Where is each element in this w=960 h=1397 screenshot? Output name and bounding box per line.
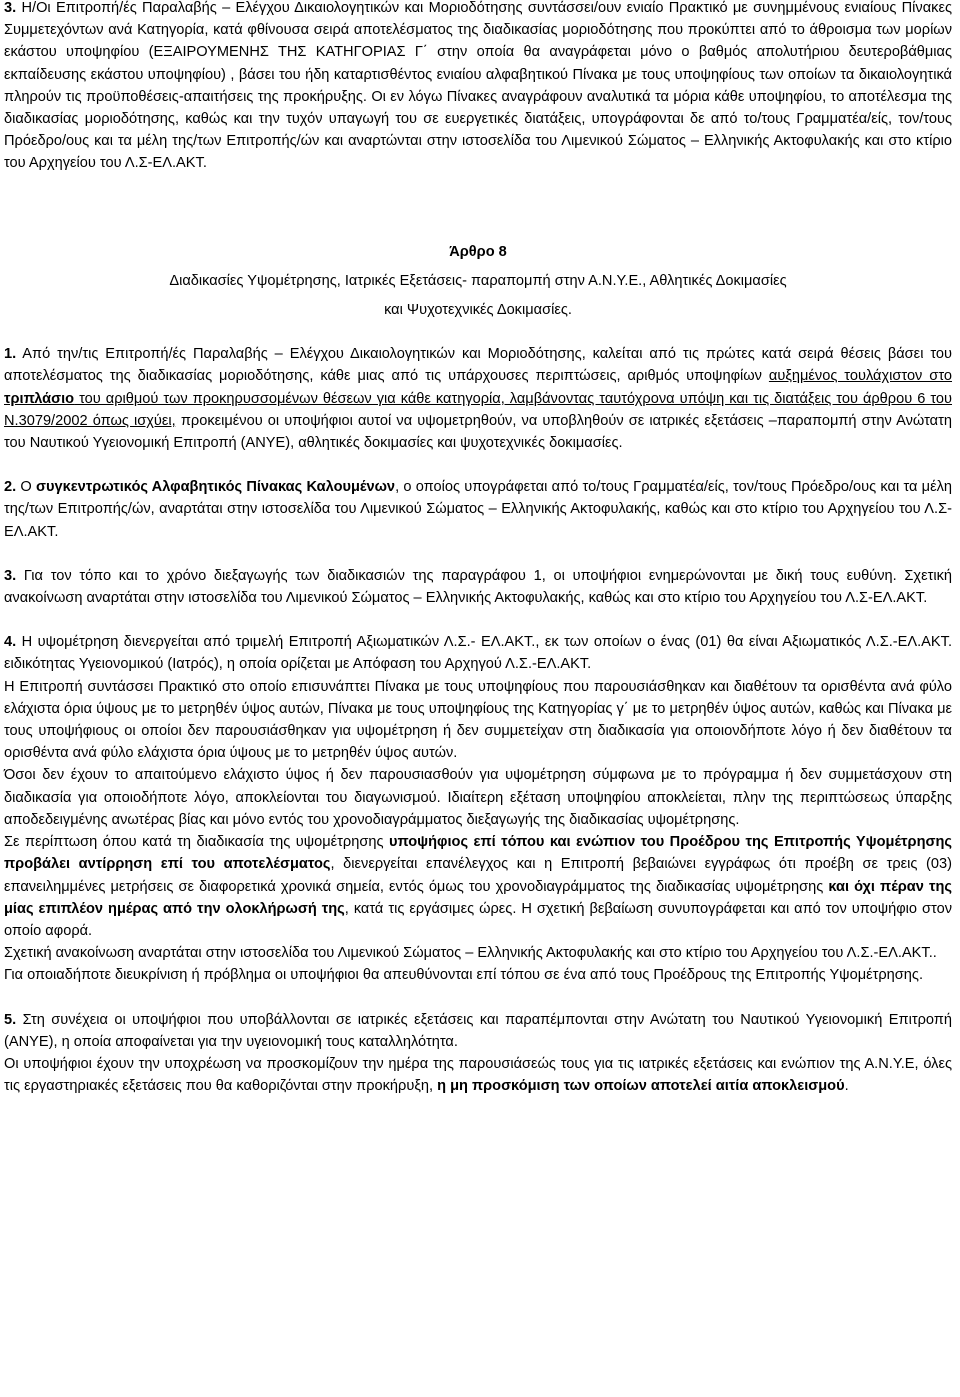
section-text: Ο	[16, 479, 36, 496]
bold-text: η μη προσκόμιση των οποίων αποτελεί αιτία αποκλεισμού	[437, 1078, 845, 1095]
paragraph-text: Η/Οι Επιτροπή/ές Παραλαβής – Ελέγχου Δικαιολογητικών και Μοριοδότησης συντάσσει/ουν ενιαίο Πρακτικό με συνημμένους ενιαίους Πίνακες Συμμετεχόντων ανά Κατηγορία, κατά φθίνουσα σειρά αποτελέσματος της διαδικασίας μοριοδότησης που προκύπτει από το άθροισμα των μορίων εκάστου υποψηφίου (ΕΞΑΙΡΟΥΜΕΝΗΣ ΤΗΣ ΚΑΤΗΓΟΡΙΑΣ Γ΄ στην οποία θα αναγράφεται μόνο ο βαθμός απολυτήριου δευτεροβάθμιας εκπαίδευσης εκάστου υποψηφίου) , βάσει του ήδη καταρτισθέντος ενιαίου αλφαβητικού Πίνακα με τους υποψηφίους των οποίων τα δικαιολογητικά πληρούν τις προϋποθέσεις-απαιτήσεις της προκήρυξης. Οι εν λόγω Πίνακες αναγράφουν αναλυτικά τα μόρια κάθε υποψηφίου, το αποτέλεσμα της διαδικασίας μοριοδότησης, καθώς και την τυχόν υπαγωγή του σε ευεργετικές διατάξεις, υπογράφονται δε από το/τους Γραμματέα/είς, τον/τους Πρόεδρο/ους και τα μέλη της/των Επιτροπής/ών και αναρτώνται στην ιστοσελίδα του Λιμενικού Σώματος – Ελληνικής Ακτοφυλακής και στο κτίριο του Αρχηγείου του Λ.Σ-ΕΛ.ΑΚΤ.	[4, 0, 952, 172]
underlined-text-part: του αριθμού των προκηρυσσομένων θέσεων για κάθε κατηγορία, λαμβάνοντας ταυτόχρονα υπόψη και τις διατάξεις του άρθρου 6 του Ν.3079/2002 όπως ισχύει,	[4, 390, 952, 429]
document-page	[4, 0, 952, 1097]
section-1	[4, 343, 952, 454]
section-number: 1.	[4, 346, 17, 363]
section-text: Στη συνέχεια οι υποψήφιοι που υποβάλλονται σε ιατρικές εξετάσεις και παραπέμπονται στην Ανώτατη του Ναυτικού Υγειονομική Επιτροπή (ΑΝΥΕ), η οποία αποφαίνεται για την υγειονομική τους καταλληλότητα.	[4, 1011, 952, 1050]
article-subtitle-line-1: Διαδικασίες Υψομέτρησης, Ιατρικές Εξετάσεις- παραπομπή στην Α.Ν.Υ.Ε., Αθλητικές Δοκιμασίες	[169, 272, 787, 289]
section-2	[4, 476, 952, 543]
section-text: Για τον τόπο και το χρόνο διεξαγωγής των διαδικασιών της παραγράφου 1, οι υποψήφιοι ενημερώνονται με δική τους ευθύνη. Σχετική ανακοίνωση αναρτάται στην ιστοσελίδα του Λιμενικού Σώματος – Ελληνικής Ακτοφυλακής, καθώς και στο κτίριο του Αρχηγείου του Λ.Σ-ΕΛ.ΑΚΤ.	[4, 567, 952, 607]
section-5	[4, 1009, 952, 1053]
section-number: 3.	[4, 567, 17, 584]
section-number: 4.	[4, 634, 17, 651]
section-text: προκειμένου οι υποψήφιοι αυτοί να υψομετρηθούν, να υποβληθούν σε ιατρικές εξετάσεις –παραπομπή στην Ανώτατη του Ναυτικού Υγειονομική Επιτροπή (ΑΝΥΕ), αθλητικές δοκιμασίες και ψυχοτεχνικές δοκιμασίες.	[4, 412, 952, 452]
bold-text: και όχι πέραν της μίας επιπλέον ημέρας από την ολοκλήρωσή της	[4, 878, 952, 917]
section-5-paragraph-2	[4, 1053, 952, 1097]
section-number: 5.	[4, 1011, 17, 1028]
article-title: Άρθρο 8	[449, 243, 507, 260]
section-text: Οι υποψήφιοι έχουν την υποχρέωση να προσκομίζουν την ημέρα της παρουσιάσεώς τους για τις ιατρικές εξετάσεις και ενώπιον της Α.Ν.Υ.Ε, όλες τις εργαστηριακές εξετάσεις που θα καθοριζόνται στην προκήρυξη,	[4, 1055, 952, 1095]
section-text: , διενεργείται επανέλεγχος και η Επιτροπή βεβαιώνει εγγράφως ότι προέβη σε τρεις (03) επανειλημμένες μετρήσεις σε διαφορετικά χρονικά σημεία, εντός όμως του χρονοδιαγράμματος της διαδικασίας υψομέτρησης	[4, 856, 952, 895]
section-4-paragraph-4	[4, 831, 952, 942]
bold-text: συγκεντρωτικός Αλφαβητικός Πίνακας Καλουμένων	[36, 479, 396, 496]
section-4-paragraph-5: Σχετική ανακοίνωση αναρτάται στην ιστοσελίδα του Λιμενικού Σώματος – Ελληνικής Ακτοφυλακής και στο κτίριο του Αρχηγείου του Λ.Σ.-ΕΛ.ΑΚΤ..	[4, 945, 937, 962]
section-text: Σε περίπτωση όπου κατά τη διαδικασία της υψομέτρησης	[4, 834, 389, 851]
bold-text: υποψήφιος επί τόπου και ενώπιον του Προέδρου της Επιτροπής Υψομέτρησης προβάλει αντίρρηση επί του αποτελέσματος	[4, 834, 952, 873]
section-4-paragraph-6: Για οποιαδήποτε διευκρίνιση ή πρόβλημα οι υποψήφιοι θα απευθύνονται επί τόπου σε ένα από τους Προέδρους της Επιτροπής Υψομέτρησης.	[4, 967, 924, 984]
paragraph-3	[4, 0, 952, 175]
article-subtitle-line-2: και Ψυχοτεχνικές Δοκιμασίες.	[384, 302, 572, 319]
underlined-text-part: αυξημένος τουλάχιστον στο	[768, 368, 952, 385]
section-4	[4, 631, 952, 675]
section-number: 2.	[4, 479, 17, 496]
section-text: .	[844, 1078, 849, 1095]
section-text: Η υψομέτρηση διενεργείται από τριμελή Επιτροπή Αξιωματικών Λ.Σ.- ΕΛ.ΑΚΤ., εκ των οποίων ο ένας (01) θα είναι Αξιωματικός Λ.Σ.-ΕΛ.ΑΚΤ. ειδικότητας Υγειονομικού (Ιατρός), η οποία ορίζεται με Απόφαση του Αρχηγού Λ.Σ.-ΕΛ.ΑΚΤ.	[4, 634, 952, 673]
underlined-bold-text: τριπλάσιο	[4, 390, 75, 407]
section-text: Από την/τις Επιτροπή/ές Παραλαβής – Ελέγχου Δικαιολογητικών και Μοριοδότησης, καλείται από τις πρώτες κατά σειρά θέσεις βάσει του αποτελέσματος της διαδικασίας μοριοδότησης, κάθε μιας από τις υπάρχουσες περιπτώσεις, αριθμός υποψηφίων	[4, 346, 952, 385]
paragraph-number: 3.	[4, 0, 17, 16]
section-text: , ο οποίος υπογράφεται από το/τους Γραμματέα/είς, τον/τους Πρόεδρο/ους και τα μέλη της/των Επιτροπής/ών, αναρτάται στην ιστοσελίδα του Λιμενικού Σώματος – Ελληνικής Ακτοφυλακής, καθώς και στο κτίριο του Αρχηγείου του Λ.Σ-ΕΛ.ΑΚΤ.	[4, 479, 952, 540]
section-4-paragraph-3: Όσοι δεν έχουν το απαιτούμενο ελάχιστο ύψος ή δεν παρουσιασθούν για υψομέτρηση σύμφωνα με το πρόγραμμα ή δεν συμμετάσχουν στη διαδικασία για οποιοδήποτε λόγο, αποκλείονται του διαγωνισμού. Ιδιαίτερη εξέταση υποψηφίου αποκλείεται, πλην της περιπτώσεως ύπαρξης αποδεδειγμένης ανωτέρας βίας και μόνο εντός του χρονοδιαγράμματος διεξαγωγής της διαδικασίας υψομέτρησης.	[4, 767, 952, 828]
section-3	[4, 565, 952, 609]
section-text: , κατά τις εργάσιμες ώρες. Η σχετική βεβαίωση συνυπογράφεται και από τον υποψήφιο στον οποίο αφορά.	[4, 900, 952, 939]
section-4-paragraph-2: Η Επιτροπή συντάσσει Πρακτικό στο οποίο επισυνάπτει Πίνακα με τους υποψηφίους που παρουσιάσθηκαν και διαθέτουν τα ορισθέντα ανά φύλο ελάχιστα όρια ύψους με το μετρηθέν ύψος αυτών, Πίνακα με τους υποψηφίους της Κατηγορίας γ΄ με το μετρηθέν ύψος αυτών, καθώς και Πίνακα με τους υποψήφιους οι οποίοι δεν παρουσιάσθηκαν για υψομέτρηση ή δεν συμμετείχαν στη διαδικασία για οποιονδήποτε λόγο ή δεν διαθέτουν τα ορισθέντα ανά φύλο ελάχιστα όρια ύψους με το μετρηθέν ύψος αυτών.	[4, 678, 952, 762]
